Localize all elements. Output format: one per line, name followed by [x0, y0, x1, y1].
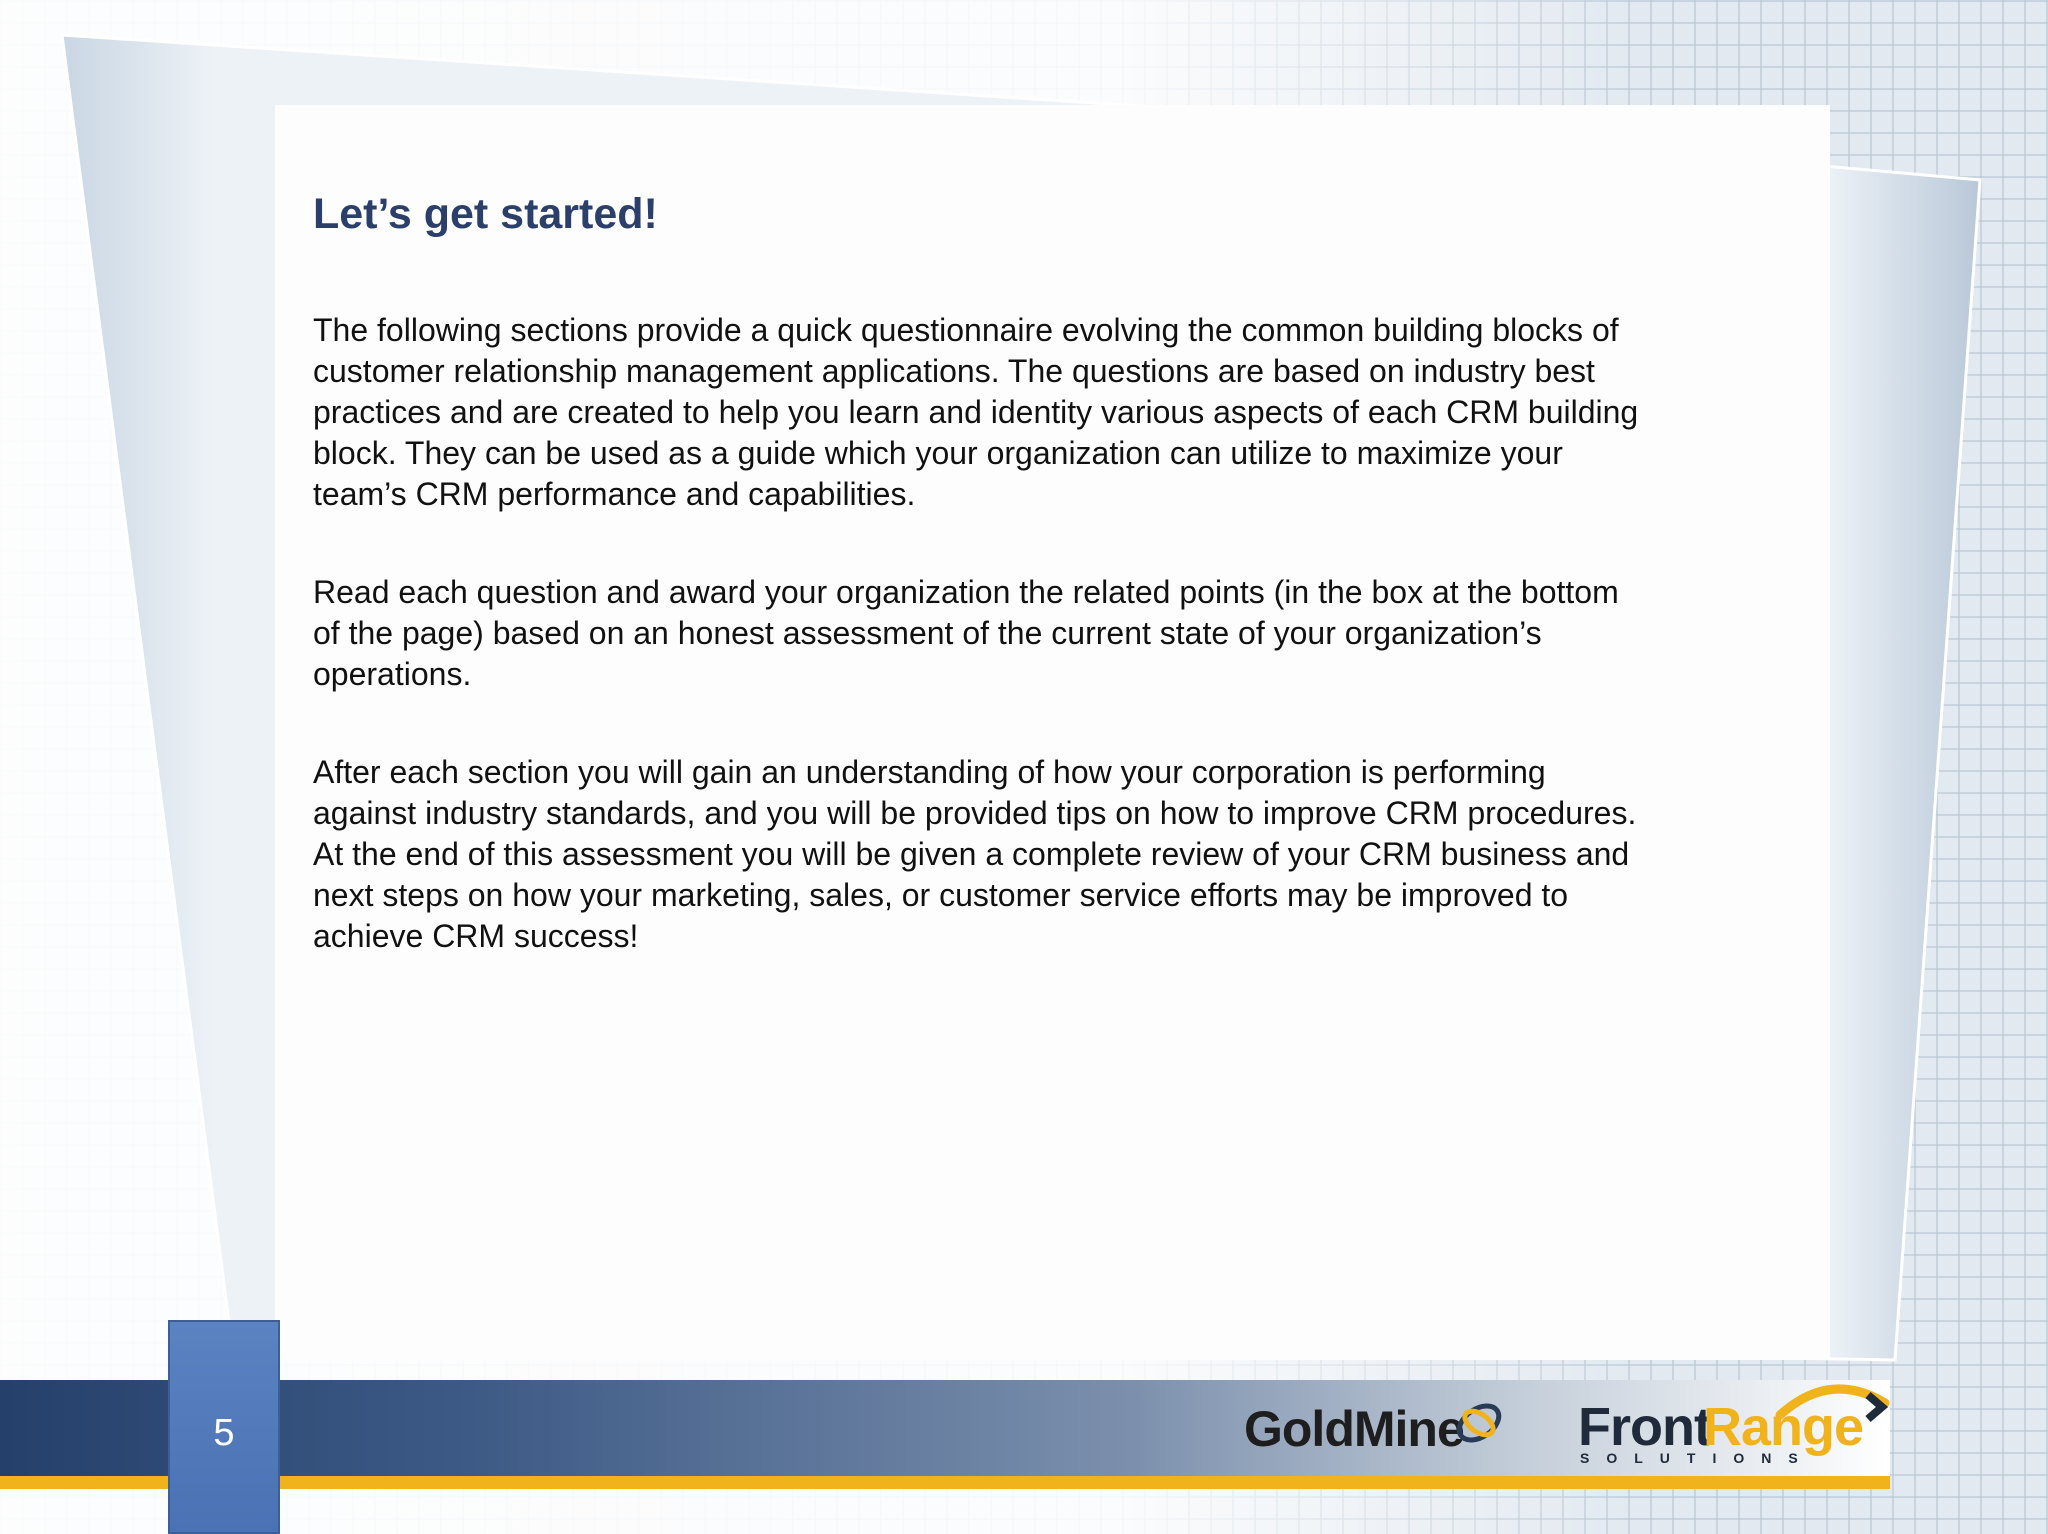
page-title: Let’s get started!	[313, 190, 658, 238]
outcome-paragraph: After each section you will gain an understanding of how your corporation is performing against industry standards, and you will be provided tips on how to improve CRM procedures. At the end of this assessment you will be given a complete review of your CRM business and next steps on how your marketing, sales, or customer service efforts may be improved to achieve CRM success!	[313, 754, 1637, 954]
goldmine-logo-text: GoldMine	[1244, 1401, 1464, 1457]
frontrange-logo-range: Range	[1703, 1397, 1864, 1457]
frontrange-logo-front: Front	[1578, 1397, 1711, 1457]
goldmine-swirl-icon	[1448, 1390, 1510, 1452]
footer-accent-stripe	[0, 1476, 1890, 1489]
instructions-paragraph: Read each question and award your organization the related points (in the box at the bottom of the page) based on an honest assessment of the current state of your organization’s operations.	[313, 574, 1619, 692]
intro-paragraph: The following sections provide a quick questionnaire evolving the common building blocks of customer relationship management applications. The questions are based on industry best practices and are created to help you learn and identity various aspects of each CRM building block. They can be used as a guide which your organization can utilize to maximize your team’s CRM performance and capabilities.	[313, 312, 1639, 512]
frontrange-logo-solutions: SOLUTIONS	[1580, 1450, 1815, 1466]
frontrange-arc-icon	[1770, 1375, 1900, 1435]
content-card	[275, 105, 1830, 1360]
page-number: 5	[213, 1412, 235, 1454]
